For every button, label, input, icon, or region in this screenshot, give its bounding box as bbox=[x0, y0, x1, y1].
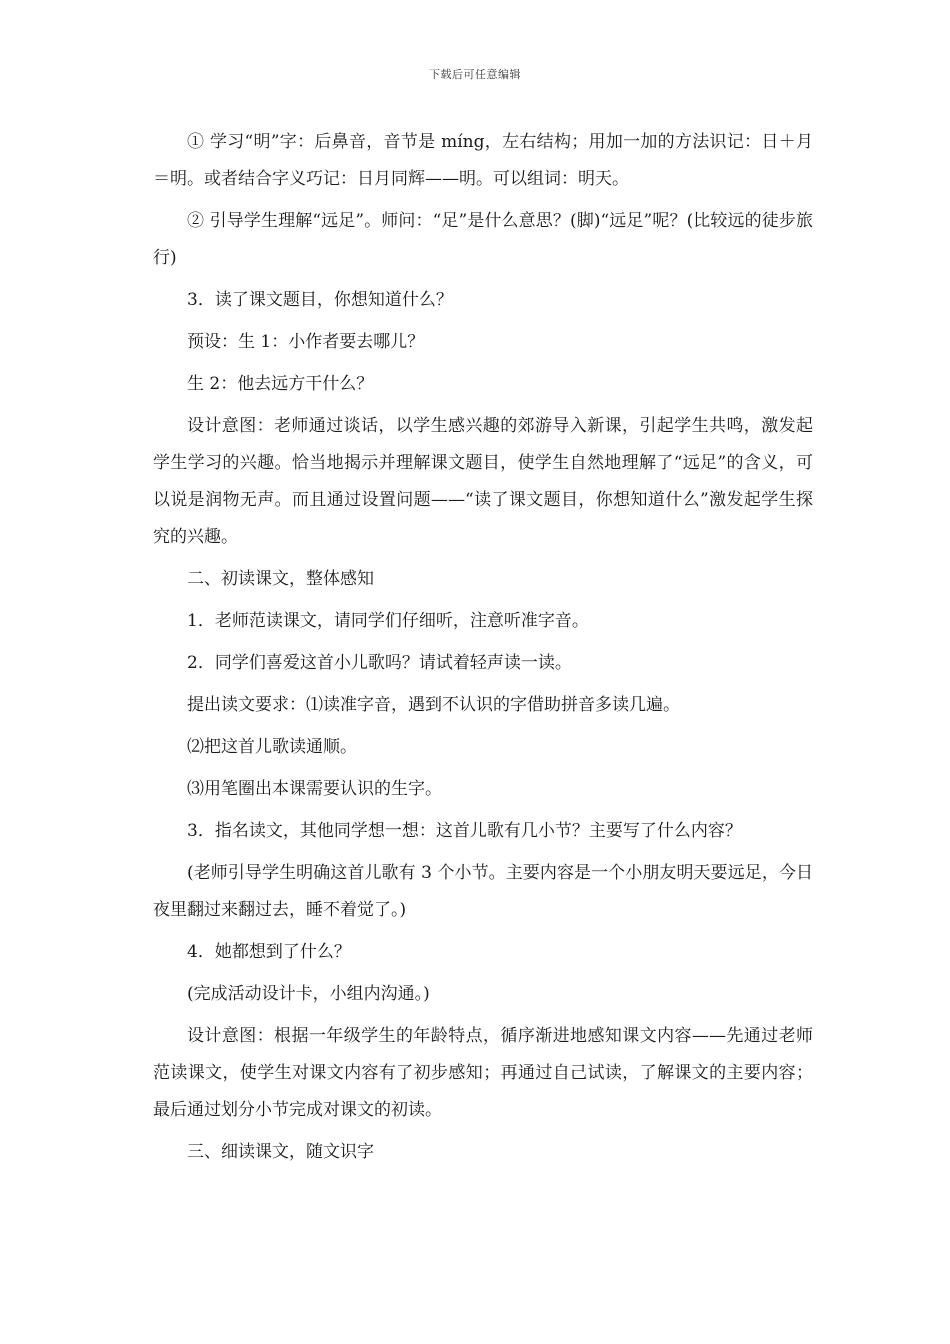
paragraph-reading-requirements: 提出读文要求：⑴读准字音，遇到不认识的字借助拼音多读几遍。 bbox=[187, 695, 680, 715]
paragraph-requirement-3: ⑶用笔圈出本课需要认识的生字。 bbox=[187, 779, 442, 799]
paragraph-step-2: 2．同学们喜爱这首小儿歌吗？请试着轻声读一读。 bbox=[187, 653, 572, 673]
paragraph-preset-2: 生 2：他去远方干什么？ bbox=[187, 374, 374, 394]
paragraph-step-3: 3．指名读文，其他同学想一想：这首儿歌有几小节？主要写了什么内容？ bbox=[187, 821, 742, 841]
paragraph-step-1: 1．老师范读课文，请同学们仔细听，注意听准字音。 bbox=[187, 611, 589, 631]
section-heading-3: 三、细读课文，随文识字 bbox=[187, 1142, 374, 1162]
paragraph-requirement-2: ⑵把这首儿歌读通顺。 bbox=[187, 737, 357, 757]
page-header: 下载后可任意编辑 bbox=[429, 68, 521, 81]
paragraph-preset-1: 预设：生 1：小作者要去哪儿？ bbox=[187, 332, 425, 352]
paragraph-teacher-guidance: (老师引导学生明确这首儿歌有 3 个小节。主要内容是一个小朋友明天要远足，今日夜里翻过来翻过去，睡不着觉了。) bbox=[153, 863, 813, 920]
document-body bbox=[153, 124, 813, 1176]
paragraph-step-4: 4．她都想到了什么？ bbox=[187, 942, 351, 962]
paragraph-question-3: 3．读了课文题目，你想知道什么？ bbox=[187, 290, 453, 310]
paragraph-ming-character: ① 学习“明”字：后鼻音，音节是 míng，左右结构；用加一加的方法识记：日＋月＝明。或者结合字义巧记：日月同辉——明。可以组词：明天。 bbox=[153, 132, 813, 189]
paragraph-yuanzu-meaning: ② 引导学生理解“远足”。师问：“足”是什么意思？(脚)“远足”呢？(比较远的徒步旅行) bbox=[153, 211, 813, 268]
section-heading-2: 二、初读课文，整体感知 bbox=[187, 569, 374, 589]
paragraph-activity-card: (完成活动设计卡，小组内沟通。) bbox=[187, 984, 430, 1004]
paragraph-design-intent-2: 设计意图：根据一年级学生的年龄特点，循序渐进地感知课文内容——先通过老师范读课文，使学生对课文内容有了初步感知；再通过自己试读，了解课文的主要内容；最后通过划分小节完成对课文的初读。 bbox=[153, 1026, 813, 1120]
paragraph-design-intent-1: 设计意图：老师通过谈话，以学生感兴趣的郊游导入新课，引起学生共鸣，激发起学生学习的兴趣。恰当地揭示并理解课文题目，使学生自然地理解了“远足”的含义，可以说是润物无声。而且通过设置问题——“读了课文题目，你想知道什么”激发起学生探究的兴趣。 bbox=[153, 416, 813, 547]
